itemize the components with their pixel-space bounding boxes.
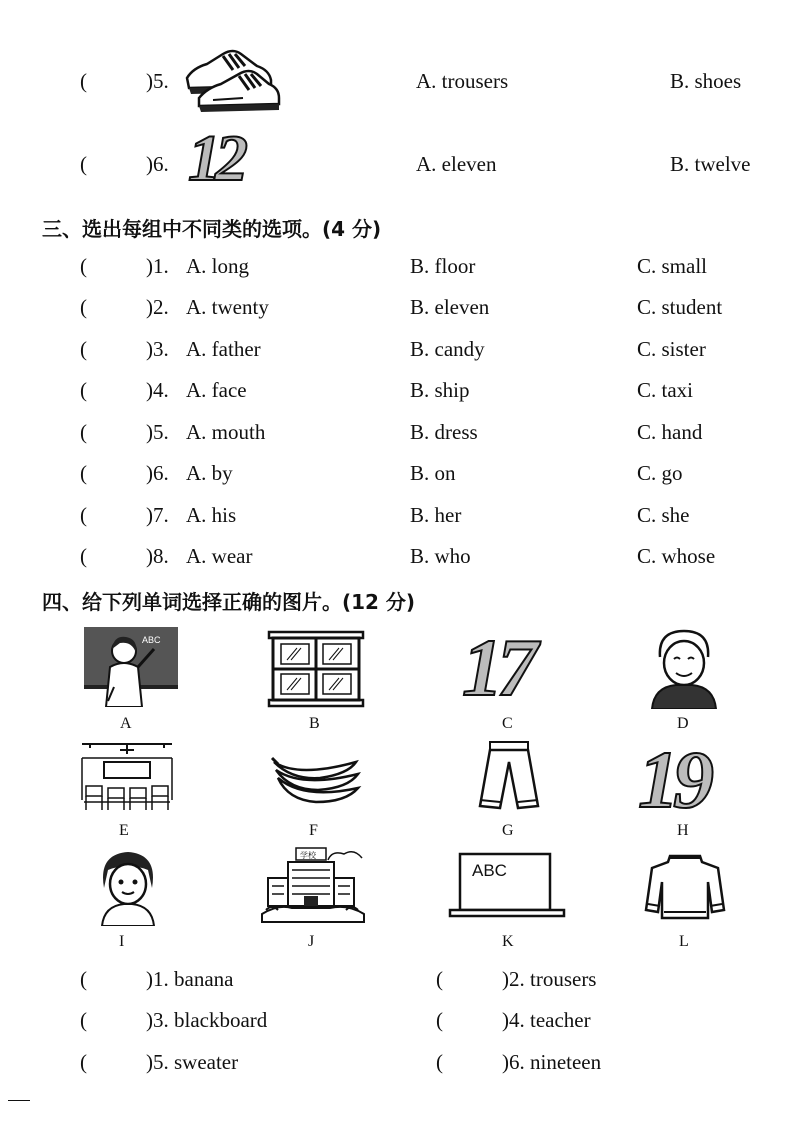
blackboard-text: ABC [472,861,507,880]
answer-paren[interactable]: ( [80,420,87,444]
number-nineteen-picture: 19 [638,734,708,825]
answer-paren[interactable]: ( [80,378,87,402]
picture-letter: A [120,715,132,732]
option-a: A. father [186,337,261,361]
picture-letter: I [119,933,125,950]
option-a: A. eleven [416,152,497,176]
window-picture [267,630,365,708]
option-a: A. mouth [186,420,266,444]
option-c: C. whose [637,544,716,568]
question-number: )2. [146,295,169,319]
option-c: C. sister [637,337,706,361]
option-c: C. hand [637,420,703,444]
option-b: B. shoes [670,69,742,93]
item-text: )5. sweater [146,1050,239,1074]
item-text: )1. banana [146,967,234,991]
option-b: B. candy [410,337,485,361]
question-number: )1. [146,254,169,278]
option-b: B. ship [410,378,470,402]
option-b: B. eleven [410,295,490,319]
option-b: B. dress [410,420,478,444]
question-number: )3. [146,337,169,361]
item-text: )4. teacher [502,1008,591,1032]
number-twelve-picture: 12 [188,122,242,195]
picture-letter: H [677,822,689,839]
answer-paren[interactable]: ( [436,1050,443,1074]
answer-paren[interactable]: ( [80,69,87,93]
option-c: C. taxi [637,378,693,402]
question-number: )4. [146,378,169,402]
option-c: C. go [637,461,683,485]
question-number: )6. [146,152,169,176]
question-number: )8. [146,544,169,568]
option-b: B. floor [410,254,476,278]
school-picture [258,844,368,926]
bananas-picture [268,748,362,804]
option-a: A. by [186,461,233,485]
option-b: B. who [410,544,471,568]
picture-letter: F [309,822,318,839]
answer-paren[interactable]: ( [80,461,87,485]
answer-paren[interactable]: ( [80,544,87,568]
girl-picture [94,848,162,926]
answer-paren[interactable]: ( [80,295,87,319]
answer-paren[interactable]: ( [436,1008,443,1032]
question-number: )5. [146,69,169,93]
option-c: C. student [637,295,723,319]
school-sign: 学校 [300,851,316,860]
answer-paren[interactable]: ( [80,254,87,278]
option-a: A. trousers [416,69,509,93]
option-a: A. wear [186,544,253,568]
picture-letter: D [677,715,689,732]
item-text: )2. trousers [502,967,597,991]
svg-text:ABC: ABC [142,635,161,645]
option-b: B. on [410,461,456,485]
section-3-heading: 三、选出每组中不同类的选项。(4 分) [42,217,382,241]
trousers-picture [474,740,544,814]
picture-letter: K [502,933,514,950]
item-text: )3. blackboard [146,1008,268,1032]
sweater-picture [644,852,726,920]
item-text: )6. nineteen [502,1050,602,1074]
picture-letter: L [679,933,689,950]
question-number: )7. [146,503,169,527]
picture-letter: C [502,715,513,732]
option-c: C. small [637,254,708,278]
classroom-picture [80,740,174,814]
answer-paren[interactable]: ( [80,152,87,176]
answer-paren[interactable]: ( [80,967,87,991]
answer-paren[interactable]: ( [80,337,87,361]
answer-paren[interactable]: ( [80,1050,87,1074]
section-4-heading: 四、给下列单词选择正确的图片。(12 分) [42,590,416,614]
answer-paren[interactable]: ( [436,967,443,991]
picture-letter: E [119,822,129,839]
answer-paren[interactable]: ( [80,1008,87,1032]
option-a: A. his [186,503,237,527]
option-b: B. twelve [670,152,751,176]
picture-letter: J [308,933,315,950]
option-b: B. her [410,503,462,527]
question-number: )5. [146,420,169,444]
picture-letter: B [309,715,320,732]
grandmother-picture [646,627,722,709]
option-a: A. twenty [186,295,269,319]
option-a: A. long [186,254,249,278]
blackboard-picture [448,852,566,918]
option-a: A. face [186,378,247,402]
teacher-picture [84,627,178,707]
question-number: )6. [146,461,169,485]
answer-paren[interactable]: ( [80,503,87,527]
picture-letter: G [502,822,514,839]
page-divider [8,1100,30,1101]
shoes-picture [183,44,281,114]
option-c: C. she [637,503,690,527]
number-seventeen-picture: 17 [462,622,532,713]
